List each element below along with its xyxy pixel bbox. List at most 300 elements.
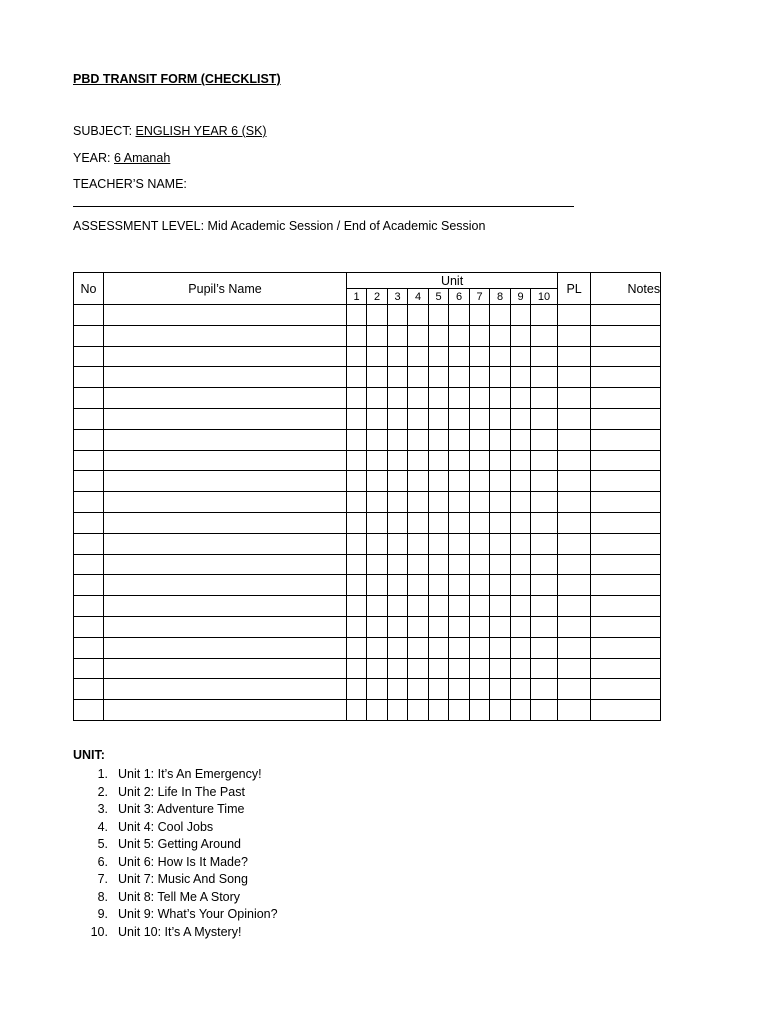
table-cell[interactable] bbox=[490, 679, 511, 700]
table-cell[interactable] bbox=[490, 616, 511, 637]
table-cell[interactable] bbox=[408, 658, 429, 679]
table-cell[interactable] bbox=[470, 512, 490, 533]
table-cell[interactable] bbox=[347, 575, 367, 596]
table-cell[interactable] bbox=[408, 512, 429, 533]
table-cell[interactable] bbox=[531, 554, 558, 575]
table-cell[interactable] bbox=[367, 637, 388, 658]
table-cell[interactable] bbox=[470, 471, 490, 492]
table-cell[interactable] bbox=[591, 575, 661, 596]
table-cell[interactable] bbox=[388, 637, 408, 658]
table-cell[interactable] bbox=[591, 408, 661, 429]
table-cell[interactable] bbox=[74, 429, 104, 450]
unit-list-item bbox=[73, 836, 278, 854]
table-cell[interactable] bbox=[511, 658, 531, 679]
table-cell[interactable] bbox=[558, 596, 591, 617]
table-cell[interactable] bbox=[511, 533, 531, 554]
table-cell[interactable] bbox=[511, 325, 531, 346]
table-cell[interactable] bbox=[591, 679, 661, 700]
table-cell[interactable] bbox=[74, 492, 104, 513]
table-cell[interactable] bbox=[104, 658, 347, 679]
table-cell[interactable] bbox=[367, 388, 388, 409]
table-cell[interactable] bbox=[429, 575, 449, 596]
table-cell[interactable] bbox=[388, 471, 408, 492]
table-cell[interactable] bbox=[470, 637, 490, 658]
table-cell[interactable] bbox=[558, 388, 591, 409]
table-cell[interactable] bbox=[558, 408, 591, 429]
table-cell[interactable] bbox=[490, 637, 511, 658]
table-cell[interactable] bbox=[449, 429, 470, 450]
table-cell[interactable] bbox=[531, 305, 558, 326]
table-row bbox=[74, 408, 661, 429]
table-cell[interactable] bbox=[429, 533, 449, 554]
table-cell[interactable] bbox=[408, 637, 429, 658]
table-cell[interactable] bbox=[388, 305, 408, 326]
table-cell[interactable] bbox=[558, 471, 591, 492]
table-cell[interactable] bbox=[511, 679, 531, 700]
table-cell[interactable] bbox=[74, 367, 104, 388]
table-cell[interactable] bbox=[591, 533, 661, 554]
table-cell[interactable] bbox=[367, 658, 388, 679]
table-cell[interactable] bbox=[408, 305, 429, 326]
table-cell[interactable] bbox=[408, 679, 429, 700]
table-cell[interactable] bbox=[470, 408, 490, 429]
table-cell[interactable] bbox=[347, 325, 367, 346]
unit-list-item bbox=[73, 854, 278, 872]
table-cell[interactable] bbox=[388, 700, 408, 721]
table-cell[interactable] bbox=[429, 388, 449, 409]
table-cell[interactable] bbox=[490, 575, 511, 596]
table-cell[interactable] bbox=[511, 492, 531, 513]
table-cell[interactable] bbox=[449, 367, 470, 388]
table-cell[interactable] bbox=[558, 429, 591, 450]
table-cell[interactable] bbox=[367, 305, 388, 326]
table-cell[interactable] bbox=[511, 596, 531, 617]
table-cell[interactable] bbox=[347, 346, 367, 367]
table-cell[interactable] bbox=[104, 554, 347, 575]
table-cell[interactable] bbox=[347, 408, 367, 429]
table-cell[interactable] bbox=[408, 492, 429, 513]
table-cell[interactable] bbox=[531, 658, 558, 679]
table-cell[interactable] bbox=[490, 533, 511, 554]
table-cell[interactable] bbox=[347, 367, 367, 388]
table-cell[interactable] bbox=[429, 512, 449, 533]
table-cell[interactable] bbox=[74, 450, 104, 471]
unit-list-text: Unit 3: Adventure Time bbox=[118, 802, 245, 816]
form-title: PBD TRANSIT FORM (CHECKLIST) bbox=[73, 72, 281, 86]
table-cell[interactable] bbox=[408, 616, 429, 637]
table-cell[interactable] bbox=[591, 367, 661, 388]
table-row bbox=[74, 305, 661, 326]
table-cell[interactable] bbox=[531, 346, 558, 367]
table-cell[interactable] bbox=[470, 658, 490, 679]
table-cell[interactable] bbox=[511, 637, 531, 658]
table-cell[interactable] bbox=[531, 533, 558, 554]
table-cell[interactable] bbox=[367, 616, 388, 637]
table-cell[interactable] bbox=[449, 325, 470, 346]
table-cell[interactable] bbox=[367, 408, 388, 429]
table-cell[interactable] bbox=[449, 700, 470, 721]
table-cell[interactable] bbox=[388, 492, 408, 513]
table-cell[interactable] bbox=[429, 325, 449, 346]
table-cell[interactable] bbox=[591, 471, 661, 492]
table-cell[interactable] bbox=[104, 388, 347, 409]
table-cell[interactable] bbox=[449, 471, 470, 492]
table-cell[interactable] bbox=[449, 637, 470, 658]
table-cell[interactable] bbox=[388, 429, 408, 450]
table-cell[interactable] bbox=[347, 679, 367, 700]
table-cell[interactable] bbox=[531, 596, 558, 617]
table-cell[interactable] bbox=[104, 533, 347, 554]
table-cell[interactable] bbox=[104, 512, 347, 533]
table-cell[interactable] bbox=[408, 575, 429, 596]
table-cell[interactable] bbox=[511, 388, 531, 409]
table-cell[interactable] bbox=[449, 679, 470, 700]
table-cell[interactable] bbox=[449, 450, 470, 471]
table-cell[interactable] bbox=[449, 512, 470, 533]
table-cell[interactable] bbox=[408, 408, 429, 429]
table-cell[interactable] bbox=[74, 700, 104, 721]
table-cell[interactable] bbox=[408, 533, 429, 554]
table-cell[interactable] bbox=[470, 367, 490, 388]
table-cell[interactable] bbox=[347, 616, 367, 637]
table-cell[interactable] bbox=[591, 700, 661, 721]
table-cell[interactable] bbox=[429, 658, 449, 679]
table-cell[interactable] bbox=[388, 367, 408, 388]
table-cell[interactable] bbox=[558, 658, 591, 679]
table-cell[interactable] bbox=[104, 679, 347, 700]
table-cell[interactable] bbox=[388, 325, 408, 346]
table-cell[interactable] bbox=[449, 616, 470, 637]
unit-list-number: 3. bbox=[97, 802, 108, 816]
table-cell[interactable] bbox=[74, 471, 104, 492]
table-cell[interactable] bbox=[408, 471, 429, 492]
table-cell[interactable] bbox=[104, 637, 347, 658]
table-cell[interactable] bbox=[490, 512, 511, 533]
table-cell[interactable] bbox=[490, 408, 511, 429]
table-cell[interactable] bbox=[429, 596, 449, 617]
table-cell[interactable] bbox=[104, 367, 347, 388]
table-cell[interactable] bbox=[367, 575, 388, 596]
table-cell[interactable] bbox=[408, 346, 429, 367]
table-cell[interactable] bbox=[591, 492, 661, 513]
table-cell[interactable] bbox=[449, 305, 470, 326]
table-cell[interactable] bbox=[104, 450, 347, 471]
table-cell[interactable] bbox=[490, 367, 511, 388]
table-cell[interactable] bbox=[367, 450, 388, 471]
table-cell[interactable] bbox=[104, 429, 347, 450]
table-cell[interactable] bbox=[558, 679, 591, 700]
unit-number-header: 3 bbox=[388, 289, 408, 305]
table-cell[interactable] bbox=[429, 408, 449, 429]
table-cell[interactable] bbox=[558, 325, 591, 346]
table-cell[interactable] bbox=[388, 388, 408, 409]
table-cell[interactable] bbox=[490, 388, 511, 409]
table-cell[interactable] bbox=[347, 450, 367, 471]
table-cell[interactable] bbox=[591, 512, 661, 533]
subject-value: ENGLISH YEAR 6 (SK) bbox=[135, 124, 267, 138]
table-cell[interactable] bbox=[591, 429, 661, 450]
table-cell[interactable] bbox=[367, 679, 388, 700]
unit-number-header: 10 bbox=[531, 289, 558, 305]
table-cell[interactable] bbox=[591, 596, 661, 617]
table-cell[interactable] bbox=[470, 700, 490, 721]
unit-list-number: 5. bbox=[97, 837, 108, 851]
table-cell[interactable] bbox=[388, 616, 408, 637]
table-cell[interactable] bbox=[388, 596, 408, 617]
table-cell[interactable] bbox=[490, 305, 511, 326]
table-cell[interactable] bbox=[511, 512, 531, 533]
table-cell[interactable] bbox=[470, 450, 490, 471]
table-cell[interactable] bbox=[347, 658, 367, 679]
table-cell[interactable] bbox=[408, 554, 429, 575]
table-cell[interactable] bbox=[429, 700, 449, 721]
table-cell[interactable] bbox=[470, 305, 490, 326]
table-cell[interactable] bbox=[470, 575, 490, 596]
table-cell[interactable] bbox=[470, 679, 490, 700]
table-cell[interactable] bbox=[511, 367, 531, 388]
table-cell[interactable] bbox=[367, 429, 388, 450]
table-cell[interactable] bbox=[429, 450, 449, 471]
unit-list-text: Unit 8: Tell Me A Story bbox=[118, 889, 241, 904]
table-cell[interactable] bbox=[367, 533, 388, 554]
table-cell[interactable] bbox=[388, 658, 408, 679]
year-label: YEAR: bbox=[73, 151, 114, 165]
table-cell[interactable] bbox=[470, 429, 490, 450]
table-cell[interactable] bbox=[531, 388, 558, 409]
table-cell[interactable] bbox=[74, 305, 104, 326]
table-cell[interactable] bbox=[490, 554, 511, 575]
table-cell[interactable] bbox=[429, 637, 449, 658]
table-cell[interactable] bbox=[449, 408, 470, 429]
table-cell[interactable] bbox=[347, 596, 367, 617]
table-cell[interactable] bbox=[449, 533, 470, 554]
table-cell[interactable] bbox=[429, 554, 449, 575]
table-cell[interactable] bbox=[558, 575, 591, 596]
table-cell[interactable] bbox=[531, 637, 558, 658]
table-cell[interactable] bbox=[558, 700, 591, 721]
table-cell[interactable] bbox=[429, 367, 449, 388]
table-cell[interactable] bbox=[74, 575, 104, 596]
table-cell[interactable] bbox=[104, 700, 347, 721]
table-row bbox=[74, 596, 661, 617]
table-cell[interactable] bbox=[347, 512, 367, 533]
table-cell[interactable] bbox=[490, 450, 511, 471]
table-cell[interactable] bbox=[511, 616, 531, 637]
table-cell[interactable] bbox=[408, 325, 429, 346]
table-cell[interactable] bbox=[558, 346, 591, 367]
table-cell[interactable] bbox=[104, 346, 347, 367]
table-cell[interactable] bbox=[531, 512, 558, 533]
table-cell[interactable] bbox=[511, 305, 531, 326]
table-cell[interactable] bbox=[104, 492, 347, 513]
table-cell[interactable] bbox=[470, 554, 490, 575]
table-cell[interactable] bbox=[347, 700, 367, 721]
table-cell[interactable] bbox=[490, 325, 511, 346]
table-row bbox=[74, 346, 661, 367]
unit-list-item bbox=[73, 906, 278, 924]
table-cell[interactable] bbox=[74, 533, 104, 554]
table-cell[interactable] bbox=[104, 408, 347, 429]
table-cell[interactable] bbox=[347, 388, 367, 409]
table-cell[interactable] bbox=[531, 325, 558, 346]
table-cell[interactable] bbox=[558, 616, 591, 637]
table-cell[interactable] bbox=[429, 616, 449, 637]
table-cell[interactable] bbox=[511, 554, 531, 575]
table-cell[interactable] bbox=[531, 367, 558, 388]
table-cell[interactable] bbox=[367, 596, 388, 617]
table-cell[interactable] bbox=[347, 429, 367, 450]
table-cell[interactable] bbox=[104, 471, 347, 492]
table-cell[interactable] bbox=[104, 305, 347, 326]
table-cell[interactable] bbox=[490, 429, 511, 450]
table-cell[interactable] bbox=[408, 388, 429, 409]
table-cell[interactable] bbox=[104, 575, 347, 596]
table-cell[interactable] bbox=[429, 305, 449, 326]
table-cell[interactable] bbox=[388, 575, 408, 596]
table-cell[interactable] bbox=[74, 658, 104, 679]
table-cell[interactable] bbox=[470, 616, 490, 637]
table-cell[interactable] bbox=[531, 679, 558, 700]
unit-list-item bbox=[73, 871, 278, 889]
table-cell[interactable] bbox=[347, 492, 367, 513]
table-cell[interactable] bbox=[531, 575, 558, 596]
table-cell[interactable] bbox=[74, 512, 104, 533]
table-cell[interactable] bbox=[347, 471, 367, 492]
table-cell[interactable] bbox=[367, 492, 388, 513]
table-cell[interactable] bbox=[388, 512, 408, 533]
table-cell[interactable] bbox=[531, 616, 558, 637]
table-cell[interactable] bbox=[511, 471, 531, 492]
table-cell[interactable] bbox=[74, 346, 104, 367]
table-cell[interactable] bbox=[531, 450, 558, 471]
table-cell[interactable] bbox=[449, 575, 470, 596]
table-cell[interactable] bbox=[408, 596, 429, 617]
table-cell[interactable] bbox=[104, 616, 347, 637]
table-cell[interactable] bbox=[429, 679, 449, 700]
table-cell[interactable] bbox=[408, 429, 429, 450]
table-cell[interactable] bbox=[449, 554, 470, 575]
table-cell[interactable] bbox=[367, 346, 388, 367]
table-cell[interactable] bbox=[490, 471, 511, 492]
table-cell[interactable] bbox=[74, 679, 104, 700]
table-cell[interactable] bbox=[449, 492, 470, 513]
table-cell[interactable] bbox=[591, 658, 661, 679]
table-cell[interactable] bbox=[490, 492, 511, 513]
table-cell[interactable] bbox=[470, 596, 490, 617]
table-cell[interactable] bbox=[429, 492, 449, 513]
table-cell[interactable] bbox=[558, 554, 591, 575]
table-cell[interactable] bbox=[511, 700, 531, 721]
table-cell[interactable] bbox=[470, 533, 490, 554]
table-cell[interactable] bbox=[591, 554, 661, 575]
table-cell[interactable] bbox=[591, 346, 661, 367]
table-cell[interactable] bbox=[388, 533, 408, 554]
table-cell[interactable] bbox=[511, 408, 531, 429]
unit-list-number: 6. bbox=[97, 854, 108, 869]
table-cell[interactable] bbox=[449, 388, 470, 409]
table-cell[interactable] bbox=[591, 616, 661, 637]
table-cell[interactable] bbox=[388, 679, 408, 700]
table-cell[interactable] bbox=[74, 637, 104, 658]
table-cell[interactable] bbox=[74, 388, 104, 409]
table-cell[interactable] bbox=[408, 367, 429, 388]
table-cell[interactable] bbox=[388, 450, 408, 471]
table-cell[interactable] bbox=[558, 367, 591, 388]
table-cell[interactable] bbox=[74, 408, 104, 429]
table-cell[interactable] bbox=[470, 388, 490, 409]
table-cell[interactable] bbox=[470, 325, 490, 346]
table-cell[interactable] bbox=[367, 700, 388, 721]
table-cell[interactable] bbox=[408, 450, 429, 471]
table-cell[interactable] bbox=[470, 346, 490, 367]
table-cell[interactable] bbox=[367, 554, 388, 575]
table-cell[interactable] bbox=[347, 554, 367, 575]
table-cell[interactable] bbox=[388, 554, 408, 575]
table-cell[interactable] bbox=[531, 429, 558, 450]
table-cell[interactable] bbox=[490, 346, 511, 367]
table-cell[interactable] bbox=[104, 325, 347, 346]
table-cell[interactable] bbox=[531, 700, 558, 721]
table-cell[interactable] bbox=[558, 450, 591, 471]
table-cell[interactable] bbox=[531, 408, 558, 429]
table-cell[interactable] bbox=[429, 429, 449, 450]
table-cell[interactable] bbox=[531, 492, 558, 513]
table-cell[interactable] bbox=[591, 450, 661, 471]
table-cell[interactable] bbox=[511, 429, 531, 450]
table-cell[interactable] bbox=[511, 346, 531, 367]
table-cell[interactable] bbox=[74, 616, 104, 637]
table-cell[interactable] bbox=[104, 596, 347, 617]
table-cell[interactable] bbox=[591, 325, 661, 346]
table-cell[interactable] bbox=[388, 408, 408, 429]
table-cell[interactable] bbox=[347, 533, 367, 554]
table-cell[interactable] bbox=[511, 450, 531, 471]
table-cell[interactable] bbox=[490, 700, 511, 721]
table-cell[interactable] bbox=[74, 596, 104, 617]
table-cell[interactable] bbox=[74, 554, 104, 575]
table-cell[interactable] bbox=[490, 658, 511, 679]
table-cell[interactable] bbox=[511, 575, 531, 596]
table-cell[interactable] bbox=[449, 596, 470, 617]
table-cell[interactable] bbox=[490, 596, 511, 617]
table-cell[interactable] bbox=[367, 325, 388, 346]
unit-number-header: 8 bbox=[490, 289, 511, 305]
table-cell[interactable] bbox=[367, 367, 388, 388]
table-cell[interactable] bbox=[74, 325, 104, 346]
table-cell[interactable] bbox=[470, 492, 490, 513]
table-cell[interactable] bbox=[347, 637, 367, 658]
table-cell[interactable] bbox=[558, 637, 591, 658]
table-cell[interactable] bbox=[558, 305, 591, 326]
table-cell[interactable] bbox=[591, 637, 661, 658]
table-cell[interactable] bbox=[449, 346, 470, 367]
table-cell[interactable] bbox=[347, 305, 367, 326]
table-cell[interactable] bbox=[591, 305, 661, 326]
table-cell[interactable] bbox=[531, 471, 558, 492]
table-cell[interactable] bbox=[558, 533, 591, 554]
unit-list-item bbox=[73, 819, 278, 837]
table-cell[interactable] bbox=[449, 658, 470, 679]
table-cell[interactable] bbox=[367, 471, 388, 492]
table-cell[interactable] bbox=[408, 700, 429, 721]
table-cell[interactable] bbox=[558, 492, 591, 513]
table-cell[interactable] bbox=[367, 512, 388, 533]
table-cell[interactable] bbox=[429, 471, 449, 492]
table-cell[interactable] bbox=[429, 346, 449, 367]
table-cell[interactable] bbox=[558, 512, 591, 533]
table-cell[interactable] bbox=[388, 346, 408, 367]
table-cell[interactable] bbox=[591, 388, 661, 409]
